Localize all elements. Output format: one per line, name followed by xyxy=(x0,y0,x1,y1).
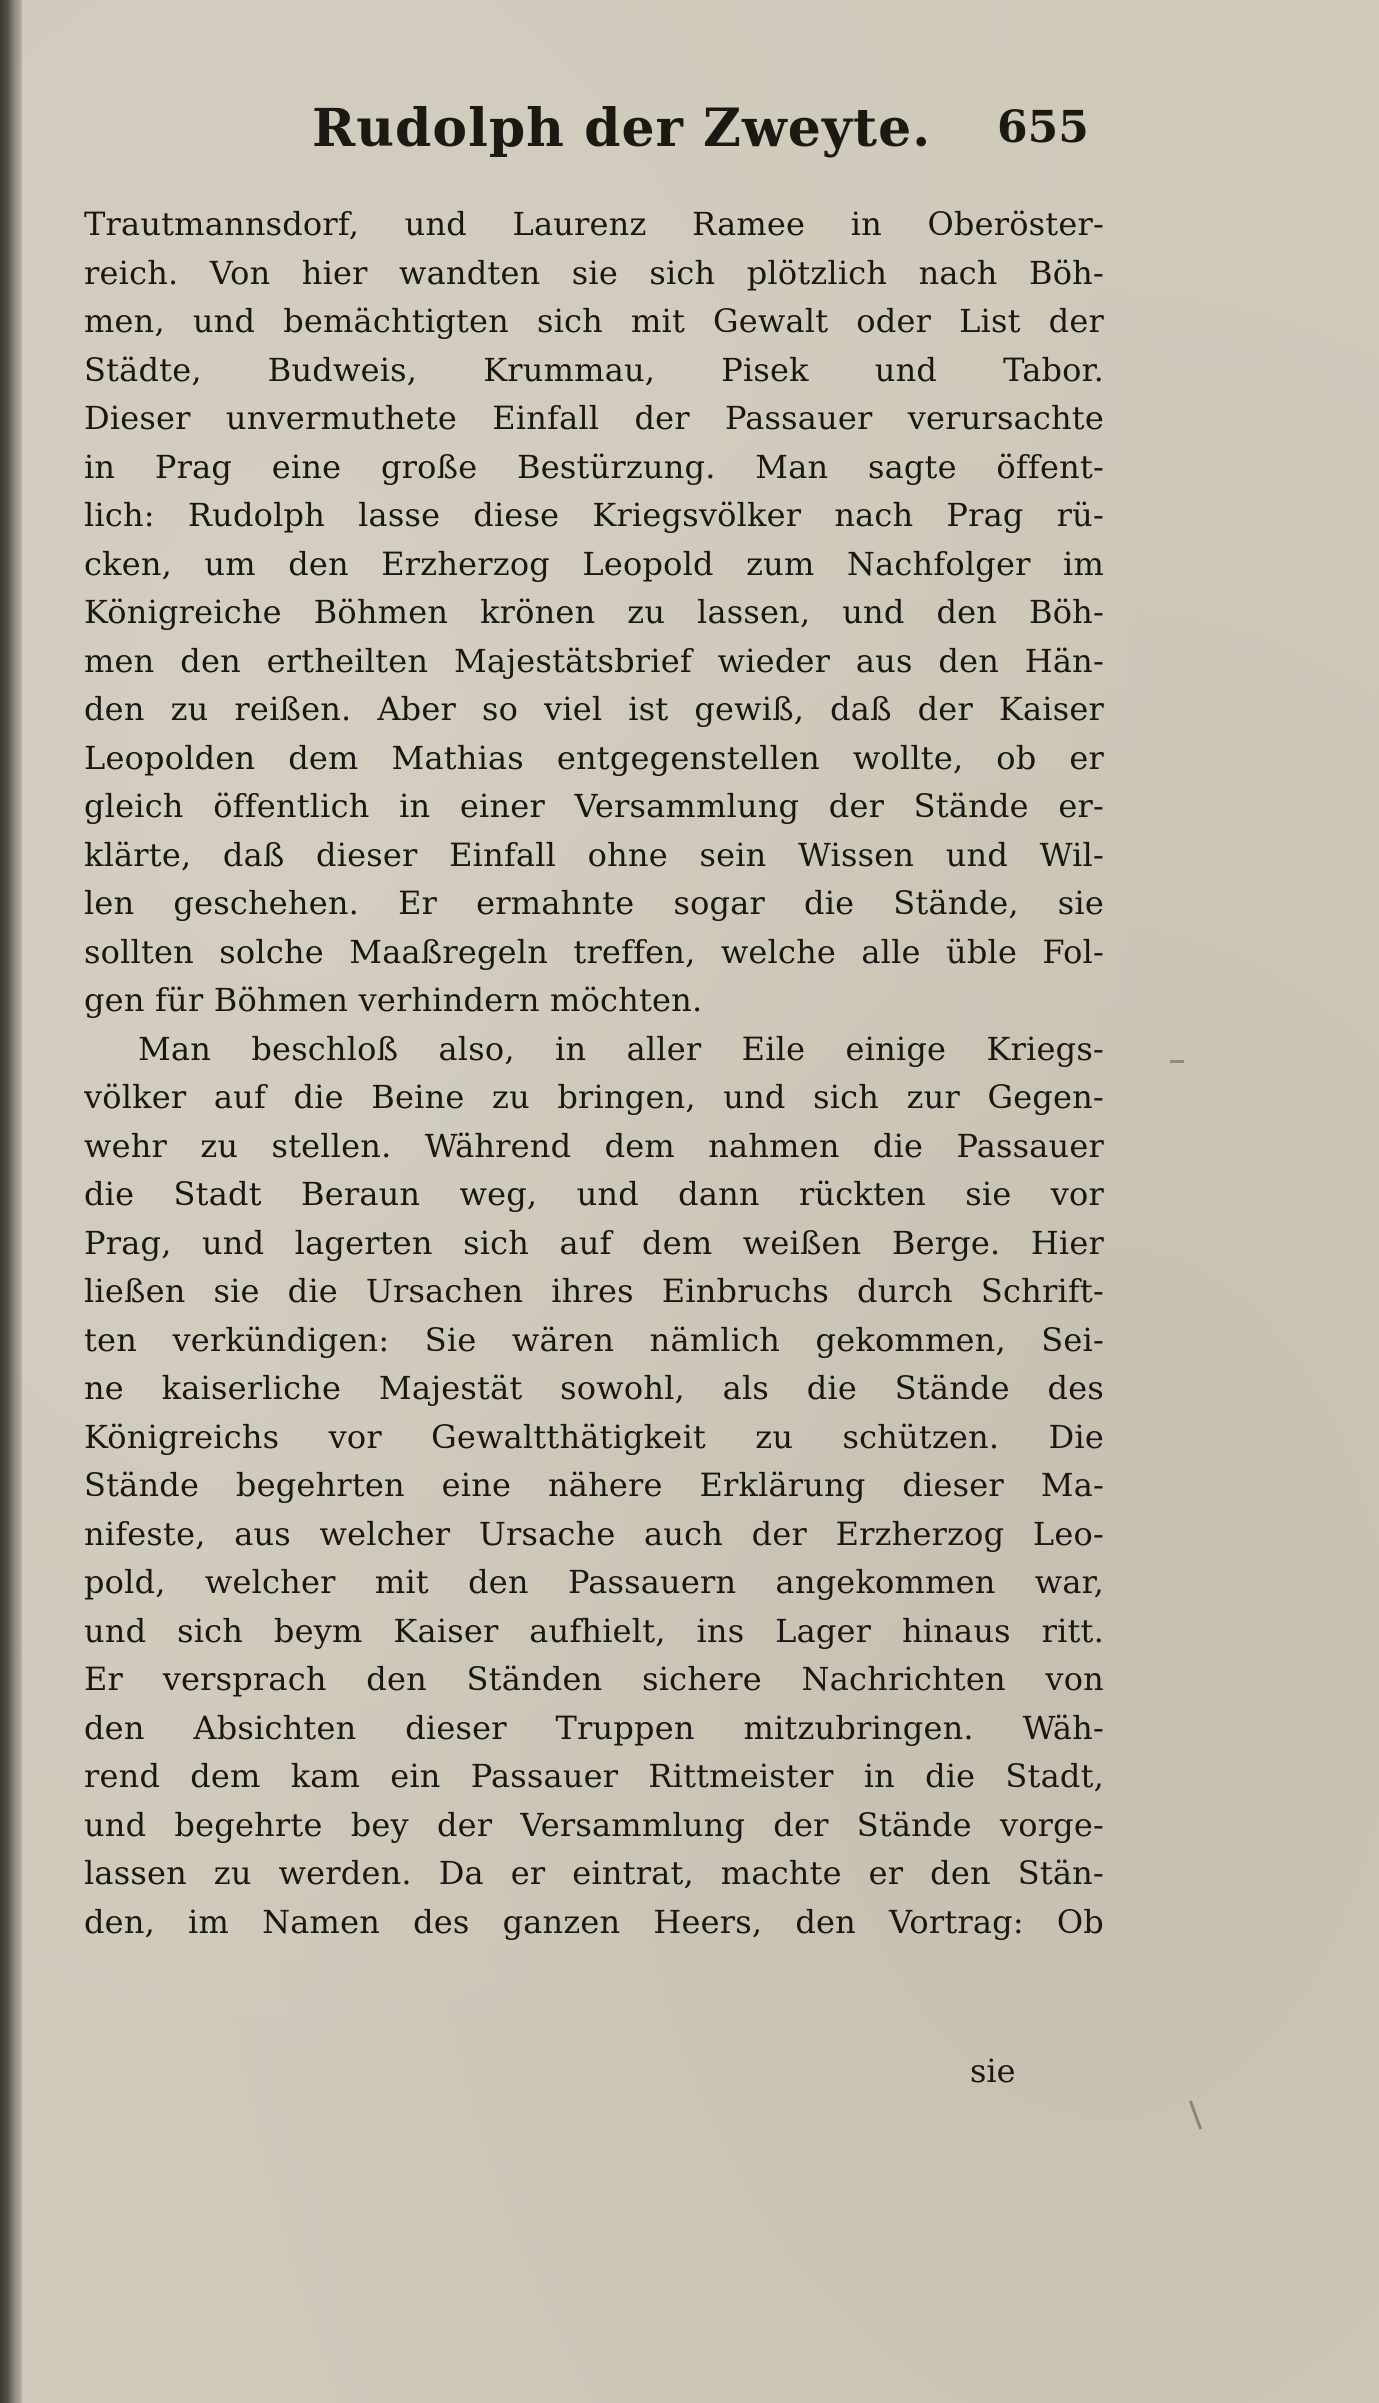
text-line: klärte, daß dieser Einfall ohne sein Wissen und Wil- xyxy=(84,835,1104,874)
paper-speck xyxy=(1170,1060,1184,1063)
text-line: len geschehen. Er ermahnte sogar die Stände, sie xyxy=(84,884,1104,922)
text-line: Stände begehrten eine nähere Erklärung dieser Ma- xyxy=(84,1466,1104,1504)
catchword: sie xyxy=(970,2052,1016,2090)
text-line: reich. Von hier wandten sie sich plötzlich nach Böh- xyxy=(84,253,1104,292)
text-line: ten verkündigen: Sie wären nämlich gekommen, Sei- xyxy=(84,1320,1104,1359)
text-line: lich: Rudolph lasse diese Kriegsvölker nach Prag rü- xyxy=(84,496,1104,534)
text-line-paragraph-end: gen für Böhmen verhindern möchten. xyxy=(84,981,703,1019)
text-line: gleich öffentlich in einer Versammlung der Stände er- xyxy=(84,787,1104,825)
text-line: Leopolden dem Mathias entgegenstellen wollte, ob er xyxy=(84,738,1104,777)
text-line: Trautmannsdorf, und Laurenz Ramee in Oberöster- xyxy=(84,205,1104,243)
text-line: nifeste, aus welcher Ursache auch der Erzherzog Leo- xyxy=(84,1514,1104,1553)
body-text xyxy=(84,200,1104,1946)
text-line: in Prag eine große Bestürzung. Man sagte öffent- xyxy=(84,447,1104,486)
text-line: den, im Namen des ganzen Heers, den Vortrag: Ob xyxy=(84,1902,1104,1941)
text-line: wehr zu stellen. Während dem nahmen die Passauer xyxy=(84,1126,1104,1165)
page-header xyxy=(22,98,1132,168)
text-line: sollten solche Maaßregeln treffen, welche alle üble Fol- xyxy=(84,932,1104,971)
text-line: den zu reißen. Aber so viel ist gewiß, daß der Kaiser xyxy=(84,690,1104,728)
text-line: men den ertheilten Majestätsbrief wieder aus den Hän- xyxy=(84,641,1104,680)
paper-speck xyxy=(1189,2100,1202,2129)
text-line: Prag, und lagerten sich auf dem weißen Berge. Hier xyxy=(84,1223,1104,1262)
text-line: rend dem kam ein Passauer Rittmeister in die Stadt, xyxy=(84,1757,1104,1795)
text-line: und sich beym Kaiser aufhielt, ins Lager hinaus ritt. xyxy=(84,1611,1104,1650)
running-title: Rudolph der Zweyte. xyxy=(312,98,932,159)
text-line: den Absichten dieser Truppen mitzubringen. Wäh- xyxy=(84,1708,1104,1747)
book-page xyxy=(22,0,1379,2403)
text-line: Städte, Budweis, Krummau, Pisek und Tabor. xyxy=(84,350,1104,389)
text-line-paragraph-start: Man beschloß also, in aller Eile einige Kriegs- xyxy=(138,1029,1104,1068)
text-line: Er versprach den Ständen sichere Nachrichten von xyxy=(84,1660,1104,1698)
page-number: 655 xyxy=(997,102,1089,153)
text-line: Dieser unvermuthete Einfall der Passauer verursachte xyxy=(84,399,1104,437)
text-line: lassen zu werden. Da er eintrat, machte er den Stän- xyxy=(84,1854,1104,1892)
text-line: ließen sie die Ursachen ihres Einbruchs durch Schrift- xyxy=(84,1272,1104,1310)
text-line: cken, um den Erzherzog Leopold zum Nachfolger im xyxy=(84,544,1104,583)
text-line: die Stadt Beraun weg, und dann rückten sie vor xyxy=(84,1175,1104,1213)
text-line: Königreiche Böhmen krönen zu lassen, und den Böh- xyxy=(84,593,1104,631)
text-line: pold, welcher mit den Passauern angekommen war, xyxy=(84,1563,1104,1601)
text-line: men, und bemächtigten sich mit Gewalt oder List der xyxy=(84,302,1104,340)
text-line: Königreichs vor Gewaltthätigkeit zu schützen. Die xyxy=(84,1417,1104,1456)
text-line: ne kaiserliche Majestät sowohl, als die Stände des xyxy=(84,1369,1104,1407)
text-line: völker auf die Beine zu bringen, und sich zur Gegen- xyxy=(84,1078,1104,1116)
text-line: und begehrte bey der Versammlung der Stände vorge- xyxy=(84,1805,1104,1844)
